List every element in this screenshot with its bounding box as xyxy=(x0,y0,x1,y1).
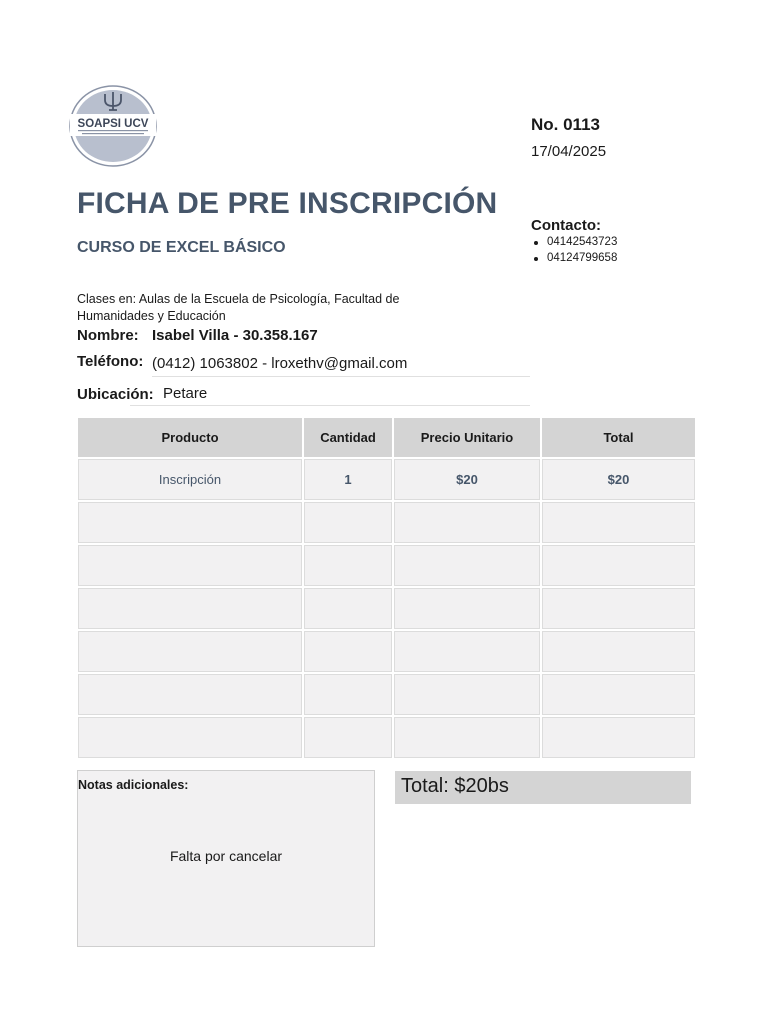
notes-text: Falta por cancelar xyxy=(169,848,283,864)
table-cell xyxy=(542,502,695,543)
table-row xyxy=(78,631,695,672)
total-amount: Total: $20bs xyxy=(401,775,509,797)
table-cell xyxy=(304,631,392,672)
table-cell: $20 xyxy=(394,459,540,500)
table-row xyxy=(78,459,695,500)
table-cell xyxy=(304,588,392,629)
table-row xyxy=(78,717,695,758)
location-value: Petare xyxy=(163,385,208,402)
column-header-precio-unitario: Precio Unitario xyxy=(394,418,540,457)
table-cell: $20 xyxy=(542,459,695,500)
name-value: Isabel Villa - 30.358.167 xyxy=(152,327,318,344)
table-cell xyxy=(394,588,540,629)
soapsi-logo xyxy=(68,84,158,168)
notes-label: Notas adicionales: xyxy=(78,778,189,792)
column-header-cantidad: Cantidad xyxy=(304,418,392,457)
table-cell xyxy=(78,631,302,672)
table-cell xyxy=(394,717,540,758)
table-cell xyxy=(304,502,392,543)
table-row xyxy=(78,545,695,586)
contact-phone-1: 04142543723 xyxy=(531,234,617,250)
contact-list xyxy=(531,234,617,266)
total-box xyxy=(395,771,691,804)
phone-underline xyxy=(152,376,530,377)
table-cell xyxy=(78,717,302,758)
contact-phone-2: 04124799658 xyxy=(531,250,617,266)
name-label: Nombre: xyxy=(77,327,139,344)
table-header-row xyxy=(78,418,695,457)
table-cell xyxy=(394,545,540,586)
document-date: 17/04/2025 xyxy=(531,143,607,160)
column-header-producto: Producto xyxy=(78,418,302,457)
phone-value: (0412) 1063802 - lroxethv@gmail.com xyxy=(152,355,408,372)
table-cell xyxy=(78,674,302,715)
table-cell xyxy=(394,674,540,715)
table-cell xyxy=(542,717,695,758)
table-cell xyxy=(78,588,302,629)
table-cell xyxy=(542,631,695,672)
table-cell xyxy=(78,502,302,543)
document-number: No. 0113 xyxy=(531,115,600,134)
notes-box xyxy=(77,770,375,947)
table-cell xyxy=(394,502,540,543)
location-label: Ubicación: xyxy=(77,386,154,403)
table-cell xyxy=(78,545,302,586)
product-table xyxy=(76,416,691,760)
column-header-total: Total xyxy=(542,418,695,457)
page-title: FICHA DE PRE INSCRIPCIÓN xyxy=(77,187,498,220)
classes-info: Clases en: Aulas de la Escuela de Psicología, Facultad de Humanidades y Educación xyxy=(77,292,400,323)
logo-text: SOAPSI UCV xyxy=(77,118,149,130)
table-cell xyxy=(542,588,695,629)
table-cell xyxy=(542,674,695,715)
course-subtitle: CURSO DE EXCEL BÁSICO xyxy=(77,239,286,256)
table-cell xyxy=(304,674,392,715)
table-cell xyxy=(542,545,695,586)
table-cell xyxy=(394,631,540,672)
table-cell xyxy=(304,717,392,758)
table-row xyxy=(78,588,695,629)
table-cell: 1 xyxy=(304,459,392,500)
phone-label: Teléfono: xyxy=(77,353,144,370)
contact-title: Contacto: xyxy=(531,217,601,234)
table-row xyxy=(78,502,695,543)
table-row xyxy=(78,674,695,715)
location-underline xyxy=(130,405,530,406)
table-cell: Inscripción xyxy=(78,459,302,500)
table-cell xyxy=(304,545,392,586)
